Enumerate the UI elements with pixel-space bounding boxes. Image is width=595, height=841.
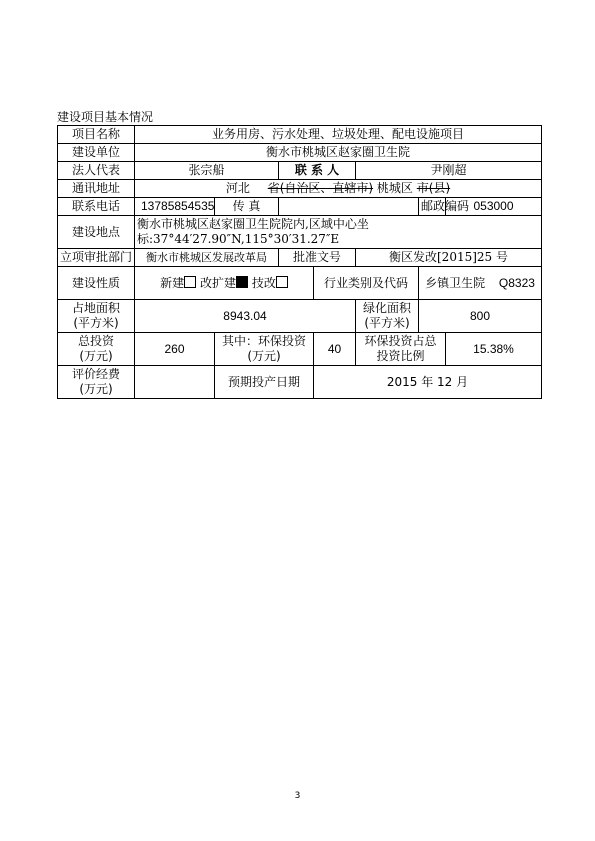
row-project-name [58, 126, 542, 144]
row-phone [58, 198, 542, 216]
industry-name: 乡镇卫生院 [425, 275, 486, 290]
phone-value: 13785854535 [135, 198, 215, 216]
project-name-value: 业务用房、污水处理、垃圾处理、配电设施项目 [135, 126, 542, 144]
doc-value: 衡区发改[2015]25 号 [356, 249, 542, 267]
row-area [58, 300, 542, 333]
row-fee [58, 366, 542, 399]
env-invest-label: 其中：环保投资(万元) [215, 333, 314, 366]
address-value [135, 180, 542, 198]
nature-label: 建设性质 [58, 267, 135, 300]
postcode-value: 053000 [446, 198, 542, 216]
row-invest [58, 333, 542, 366]
row-legal [58, 162, 542, 180]
unit-value: 衡水市桃城区赵家圈卫生院 [135, 144, 542, 162]
ratio-label: 环保投资占总投资比例 [356, 333, 446, 366]
address-district: 桃城区 [376, 181, 413, 195]
nature-options [135, 267, 314, 300]
row-unit [58, 144, 542, 162]
fax-value [279, 198, 419, 216]
fee-label: 评价经费(万元) [58, 366, 135, 399]
doc-label: 批准文号 [279, 249, 356, 267]
legal-label: 法人代表 [58, 162, 135, 180]
tech-checkbox [276, 276, 288, 288]
ratio-value: 15.38% [446, 333, 542, 366]
approval-label: 立项审批部门 [58, 249, 135, 267]
contact-value: 尹刚超 [356, 162, 542, 180]
area-value: 8943.04 [135, 300, 356, 333]
fee-value [135, 366, 215, 399]
approval-value: 衡水市桃城区发展改革局 [135, 249, 279, 267]
address-city-suffix: 市(县) [416, 181, 451, 195]
date-value: 2015 年 12 月 [314, 366, 542, 399]
contact-label: 联 系 人 [279, 162, 356, 180]
row-location [58, 216, 542, 249]
expand-checkbox [236, 276, 248, 288]
project-info-table [57, 125, 542, 399]
new-build-option: 新建 [160, 275, 185, 290]
address-label: 通讯地址 [58, 180, 135, 198]
unit-label: 建设单位 [58, 144, 135, 162]
row-nature [58, 267, 542, 300]
green-value: 800 [419, 300, 542, 333]
page-number: 3 [294, 791, 301, 801]
postcode-label: 邮政编码 [419, 198, 446, 216]
industry-value [419, 267, 542, 300]
industry-label: 行业类别及代码 [314, 267, 419, 300]
phone-label: 联系电话 [58, 198, 135, 216]
area-label: 占地面积(平方米) [58, 300, 135, 333]
address-province-suffix: 省(自治区、直辖市) [267, 181, 374, 195]
expand-option: 改扩建 [199, 275, 236, 290]
legal-value: 张宗船 [135, 162, 279, 180]
project-name-label: 项目名称 [58, 126, 135, 144]
invest-value: 260 [135, 333, 215, 366]
new-build-checkbox [184, 276, 196, 288]
tech-option: 技改 [251, 275, 276, 290]
row-approval [58, 249, 542, 267]
address-province: 河北 [225, 181, 250, 195]
green-label: 绿化面积(平方米) [356, 300, 419, 333]
row-address [58, 180, 542, 198]
env-invest-value: 40 [314, 333, 356, 366]
invest-label: 总投资(万元) [58, 333, 135, 366]
date-label: 预期投产日期 [215, 366, 314, 399]
location-label: 建设地点 [58, 216, 135, 249]
fax-label: 传 真 [215, 198, 279, 216]
industry-code: Q8323 [498, 275, 535, 290]
section-heading: 建设项目基本情况 [57, 110, 154, 124]
location-value: 衡水市桃城区赵家圈卫生院院内,区域中心坐标:37°44′27.90″N,115°30′31.27″E [135, 216, 542, 249]
